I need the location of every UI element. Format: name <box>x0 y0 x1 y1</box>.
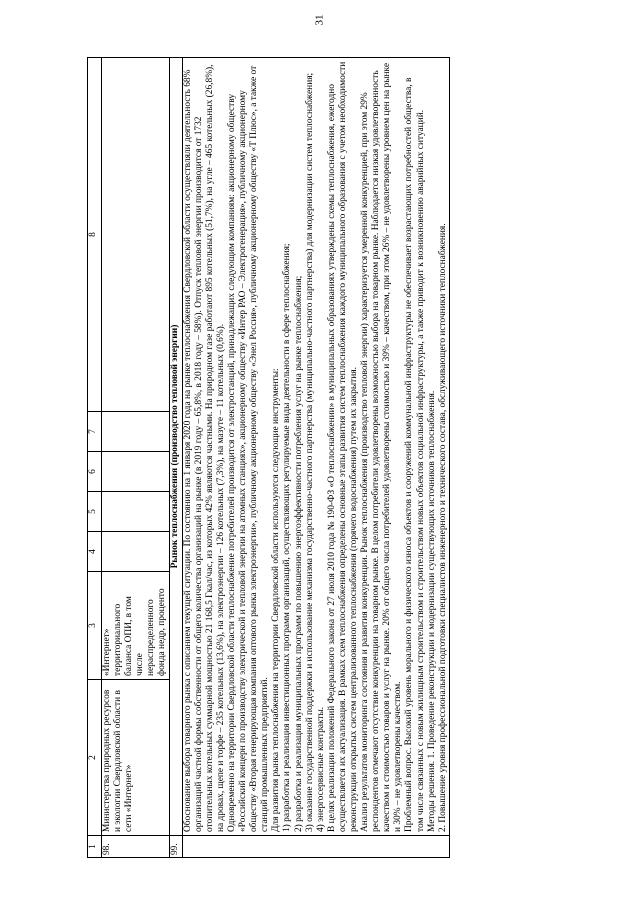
header-cell-3: 3 <box>88 572 102 680</box>
table-row-99-description <box>182 58 449 858</box>
table-header-row <box>88 58 102 858</box>
paragraph-instruments-intro: Для развития рынка теплоснабжения на территории Свердловской области используются следующие инструменты: <box>271 368 282 832</box>
row-98-cell-6 <box>102 452 170 492</box>
page-number <box>313 10 326 32</box>
page-number-text: 31 <box>313 14 326 26</box>
paragraph-instrument-3: 3) оказание государственной поддержки и использование механизма государственно-частного партнерства (муниципально-частного партнерства) для модернизации систем теплоснабжения; <box>304 72 315 832</box>
row-98-cell-7 <box>102 412 170 452</box>
paragraph-instrument-1: 1) разработка и реализация инвестиционных программ организаций, осуществляющих регулируемые виды деятельности в сфере теплоснабжения; <box>282 243 293 832</box>
header-cell-7: 7 <box>88 412 102 452</box>
paragraph-methods-1: Методы решения. 1. Проведение реконструкции и модернизации существующих источников теплоснабжения. <box>426 390 437 832</box>
row-98-cell-4 <box>102 532 170 572</box>
paragraph-methods-2: 2. Повышение уровня профессиональной подготовки специалистов инженерного и технического состава, обслуживающего источники теплоснабжения. <box>437 223 448 832</box>
paragraph-power-plants: Одновременно на территории Свердловской области теплоснабжение потребителей производится от электростанций, принадлежащих следующим компаниям: акционерному обществу «Российский концерн по производству электрической и тепловой энергии на атомных станциях», акционерному обществу «Интер РАО – Электрогенерация», публичному акционерному обществу «Вторая генерирующая компания оптового рынка электроэнергии», публичному акционерному обществу «Энел Россия», публичному акционерному обществу «Т Плюс», а также от станций промышленных предприятий. <box>226 65 271 832</box>
paragraph-heat-schemes: В целях реализации положений Федерального закона от 27 июля 2010 года № 190-ФЗ «О теплоснабжении» в муниципальных образованиях утверждены схемы теплоснабжения, ежегодно осуществляется их актуализация. В рамках схем теплоснабжения определены основные этапы развития систем теплоснабжения каждого муниципального образования с учетом необходимости реконструкции открытых систем централизованного теплоснабжения (горячего водоснабжения) путем их закрытия. <box>326 61 359 832</box>
row-98-cell-5 <box>102 492 170 532</box>
header-cell-2: 2 <box>88 680 102 836</box>
paragraph-instrument-2: 2) разработка и реализация муниципальных программ по повышению энергоэффективности потребления услуг на рынке теплоснабжения; <box>293 275 304 832</box>
header-cell-4: 4 <box>88 532 102 572</box>
row-98-responsible: Министерства природных ресурсов и экологии Свердловской области в сети «Интернет» <box>102 680 170 836</box>
header-cell-6: 6 <box>88 452 102 492</box>
header-cell-8: 8 <box>88 58 102 412</box>
section-row-99 <box>169 58 182 858</box>
section-title: Рынок теплоснабжения (производство тепловой энергии) <box>169 58 182 836</box>
paragraph-problem: Проблемный вопрос. Высокий уровень морального и физического износа объектов и сооружений коммунальной инфраструктуры не обеспечивает возрастающих потребностей общества, в том числе связанных с новым жилищным строительством и строительством новых объектов социальной инфраструктуры, а также приводит к возникновению аварийных ситуаций. <box>404 77 426 832</box>
row-99-empty-number <box>182 836 449 858</box>
header-cell-1: 1 <box>88 836 102 858</box>
paragraph-instrument-4: 4) энергосервисные контракты. <box>315 706 326 832</box>
rotated-page-content <box>87 58 517 858</box>
header-cell-5: 5 <box>88 492 102 532</box>
program-table <box>87 57 450 858</box>
row-99-number: 99. <box>169 836 182 858</box>
paragraph-monitoring: Анализ результатов мониторинга состояния и развития конкуренции. Рынок теплоснабжения (производство тепловой энергии) характеризуется умеренной конкуренцией, при этом 29% респондентов отмечают отсутствие конкуренции на товарном рынке. В целом потребители удовлетворены возможностью выбора на товарном рынке. Наблюдается низкая удовлетворенность качеством и стоимостью товаров и услуг на рынке. 20% от общего числа потребителей удовлетворены стоимостью и 39% – качеством, при этом 26% – не удовлетворены уровнем цен на рынке и 30% – не удовлетворены качеством. <box>360 62 404 832</box>
row-98-indicator: «Интернет» территориального баланса ОПИ, в том числе нераспределенного фонда недр, проценто <box>102 572 170 680</box>
row-98-cell-8 <box>102 58 170 412</box>
row-99-description <box>182 58 449 836</box>
row-98-number: 98. <box>102 836 170 858</box>
paragraph-justification: Обоснование выбора товарного рынка с описанием текущей ситуации. По состоянию на 1 января 2020 года на рынке теплоснабжения Свердловской области осуществляли деятельность 68% организаций частной формы собственности от общего количества организаций на рынке (в 2019 году – 65,8%, в 2018 году – 58%). Отпуск тепловой энергии производится от 1732 отопительных котельных суммарной мощностью 21 168,5 Гкал/час, из которых 42% являются частными. На природном газе работают 895 котельных (51,7%), на угле – 465 котельных (26,8%), на дровах, щепе и торфе – 235 котельных (13,6%), на электроэнергии – 126 котельных (7,3%), на мазуте – 11 котельных (0,6%). <box>182 64 226 832</box>
table-row-98 <box>102 58 170 858</box>
